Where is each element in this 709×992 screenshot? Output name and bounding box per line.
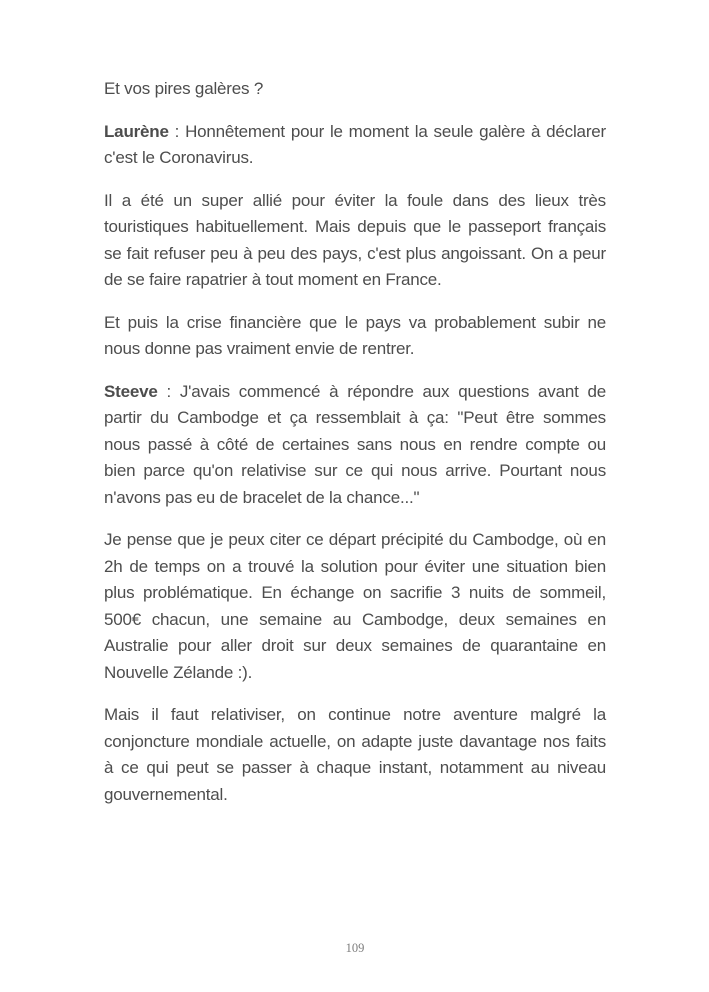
paragraph-text: Honnêtement pour le moment la seule galère à déclarer c'est le Coronavirus. xyxy=(104,121,606,167)
answer-paragraph-laurene xyxy=(104,119,606,172)
body-paragraph: Je pense que je peux citer ce départ précipité du Cambodge, où en 2h de temps on a trouvé la solution pour éviter une situation bien plus problématique. En échange on sacrifie 3 nuits de sommeil, 500€ chacun, une semaine au Cambodge, deux semaines en Australie pour aller droit sur deux semaines de quarantaine en Nouvelle Zélande :). xyxy=(104,530,606,682)
paragraph-text: J'avais commencé à répondre aux questions avant de partir du Cambodge et ça ressemblait à ça: "Peut être sommes nous passé à côté de certaines sans nous en rendre compte ou bien parce qu'on relativise sur ce qui nous arrive. Pourtant nous n'avons pas eu de bracelet de la chance..." xyxy=(104,381,606,507)
body-paragraph: Mais il faut relativiser, on continue notre aventure malgré la conjoncture mondiale actuelle, on adapte juste davantage nos faits à ce qui peut se passer à chaque instant, notamment au niveau gouvernemental. xyxy=(104,705,606,804)
question-paragraph: Et vos pires galères ? xyxy=(104,79,264,98)
body-paragraph: Et puis la crise financière que le pays va probablement subir ne nous donne pas vraiment envie de rentrer. xyxy=(104,312,606,358)
speaker-separator: : xyxy=(168,121,186,141)
speaker-name-steeve: Steeve xyxy=(104,381,158,401)
page-content xyxy=(104,76,606,824)
speaker-separator: : xyxy=(157,381,180,401)
body-paragraph: Il a été un super allié pour éviter la foule dans des lieux très touristiques habituellement. Mais depuis que le passeport français se fait refuser peu à peu des pays, c'est plus angoissant. On a peur de se faire rapatrier à tout moment en France. xyxy=(104,190,606,289)
page-number: 109 xyxy=(345,941,365,955)
speaker-name-laurene: Laurène xyxy=(104,121,169,141)
answer-paragraph-steeve xyxy=(104,379,606,512)
